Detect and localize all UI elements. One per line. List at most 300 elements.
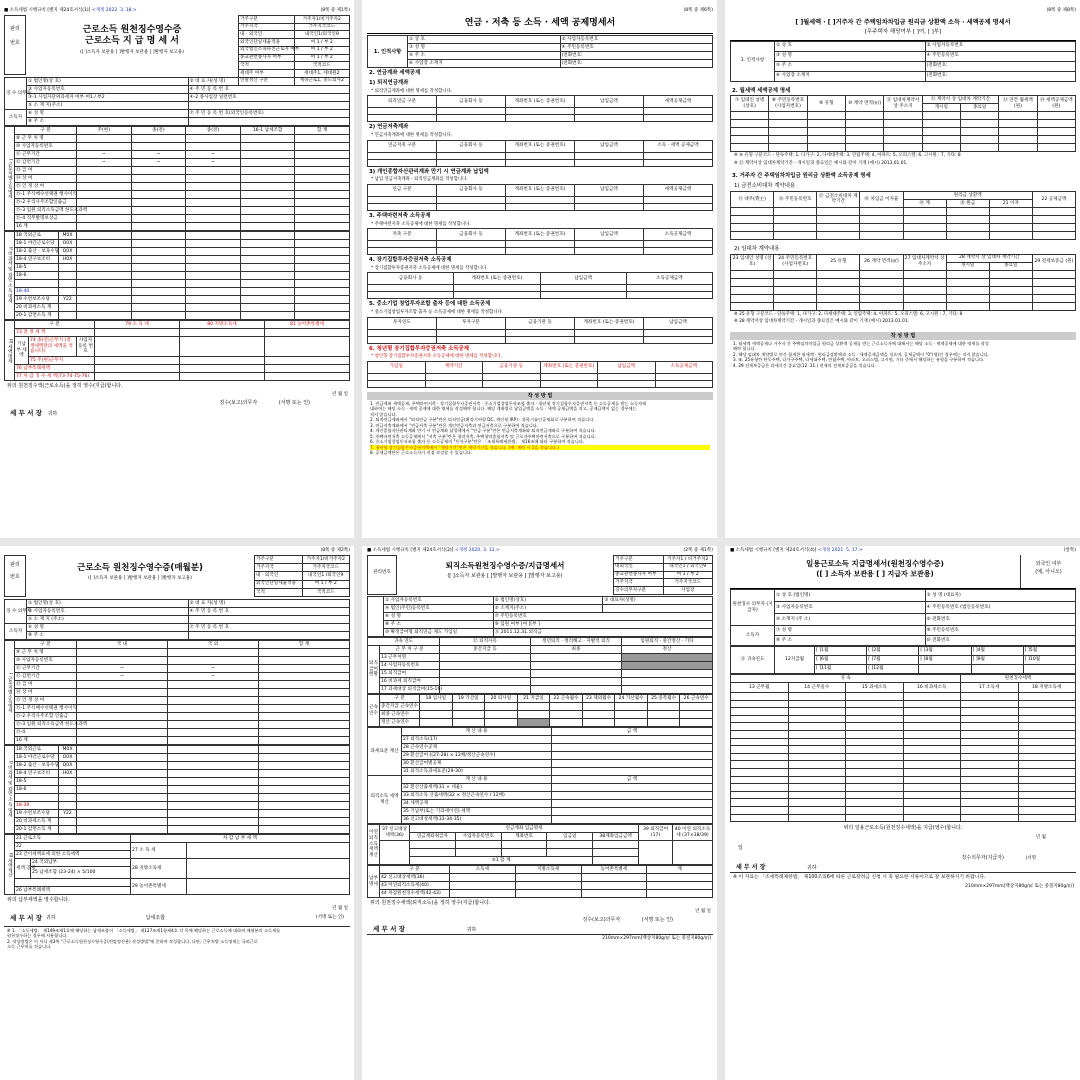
table-cell	[731, 746, 789, 754]
sign-note: (서명 또는 인)	[315, 915, 344, 921]
table-cell: 퇴직 급여 현황	[368, 646, 380, 694]
table-cell	[295, 264, 350, 272]
table-cell	[77, 248, 132, 256]
table-cell	[647, 703, 680, 711]
sign-note: (서명 또는 인)	[278, 399, 310, 406]
table-cell: 정산 근속연수	[380, 719, 420, 727]
table-cell: 18-6	[15, 272, 59, 280]
table-cell	[807, 112, 845, 120]
column-header: 정년퇴직 · 정리해고 · 자발적 퇴직	[531, 638, 622, 646]
table-cell: 16 비과세 퇴직급여	[380, 678, 440, 686]
column-header: 18 입사일	[420, 695, 453, 703]
table-cell	[259, 649, 350, 657]
table-cell	[603, 605, 713, 613]
table-cell: ⑮-3 임원 퇴직소득금액 한도초과액	[16, 721, 88, 727]
table-cell	[575, 196, 644, 203]
table-cell	[774, 286, 817, 294]
deduction-sections	[367, 68, 713, 388]
table-row	[5, 175, 350, 183]
column-header: 27 임대차계약서 상 주소지	[903, 254, 946, 270]
table-cell	[240, 151, 295, 159]
table-cell	[946, 302, 989, 310]
header-row	[368, 646, 713, 654]
table-cell: 18-1 야간근로수당	[15, 240, 59, 248]
table-row	[731, 144, 1076, 152]
table-cell: ⑥ 성 명	[27, 110, 189, 118]
table-cell	[168, 810, 259, 818]
table-cell: ⑦ 주 민 등 록 번 호	[188, 624, 350, 632]
table-cell	[961, 723, 1019, 731]
table-cell	[77, 729, 168, 737]
table-row	[5, 288, 350, 296]
table-row	[5, 729, 350, 737]
header-row	[731, 675, 1076, 683]
table-cell: ① 상 호	[408, 36, 561, 44]
table-cell	[410, 841, 456, 849]
table-cell: ⑨ 근 무 처 명	[15, 649, 77, 657]
table-cell	[77, 754, 168, 762]
table-cell: 내외국인	[614, 563, 664, 571]
table-cell	[731, 806, 789, 814]
table-cell	[817, 215, 860, 223]
header-row	[731, 683, 1076, 693]
table-cell	[575, 248, 644, 255]
table-cell	[846, 700, 904, 708]
table-cell	[259, 681, 350, 689]
table-cell	[131, 223, 186, 231]
table-cell	[485, 703, 518, 711]
table-cell	[440, 670, 531, 678]
table-cell	[575, 329, 644, 336]
table-cell: 35 기납부(또는 기과세이연) 세액	[402, 808, 552, 816]
table-cell	[903, 738, 961, 746]
table-cell	[961, 708, 1019, 716]
table-cell: 중간지급 근속연수	[381, 703, 418, 709]
table-cell: 거주자1/비거주자2	[294, 16, 350, 24]
month-checkbox: [ ]7월	[867, 656, 919, 665]
table-cell	[860, 294, 903, 302]
table-cell	[1032, 302, 1075, 310]
table-cell	[731, 761, 789, 769]
column-header: 계 산 내 용	[402, 728, 552, 736]
table-row	[731, 708, 1076, 716]
table-cell: 34 세액공제	[402, 800, 552, 808]
table-cell	[259, 770, 350, 778]
table-cell	[186, 143, 241, 151]
table-cell	[626, 285, 712, 292]
table-row	[614, 571, 713, 579]
table-cell: ⑥ 사업장 소재지	[775, 71, 926, 81]
table-cell	[15, 879, 131, 887]
instructions	[730, 340, 1076, 369]
table-cell	[999, 128, 1037, 136]
column-header: 계약기간	[425, 361, 483, 373]
table-cell	[77, 280, 132, 288]
column-header: ⑫ 계약서 상 임대차 계약기간	[922, 96, 999, 104]
table-cell: H0X	[59, 770, 77, 778]
table-cell	[131, 272, 186, 280]
table-row	[5, 632, 350, 640]
date-line: 년 월 일	[695, 909, 711, 915]
table-cell	[860, 215, 903, 223]
table-row	[368, 115, 713, 122]
table-cell	[295, 248, 350, 256]
table-cell	[540, 285, 626, 292]
column-header: 국 내	[77, 641, 168, 649]
table-cell: 22	[15, 843, 131, 851]
table-cell	[295, 199, 350, 207]
table-cell	[647, 719, 680, 727]
column-header: 구 분	[380, 695, 420, 703]
deferral-table	[367, 824, 713, 865]
table-cell: 17 과세대상 퇴직급여(15-16)	[381, 686, 443, 692]
table-row	[368, 108, 713, 115]
payer-signature	[730, 854, 1076, 863]
column-header: ⑦ 임대인 성명 (상호)	[731, 96, 769, 112]
table-cell: ⑦ 주 민 등 록 번 호(외국인등록번호)	[188, 110, 350, 118]
table-row	[731, 753, 1076, 761]
column-header: 29 전세보증금 (원)	[1032, 254, 1075, 270]
column-header: 종(전)	[131, 127, 186, 135]
table-cell	[547, 841, 593, 849]
table-cell	[575, 108, 644, 115]
table-cell	[265, 357, 350, 365]
table-cell: 종교관련종사자 여부	[614, 571, 664, 579]
table-cell	[946, 231, 989, 239]
table-cell	[131, 248, 186, 256]
side-label: 관리	[10, 26, 20, 32]
table-cell	[788, 730, 846, 738]
table-cell	[259, 818, 350, 826]
column-header: 금융회사 등	[368, 273, 454, 285]
section-note: * 납입 연금저축계좌 · 퇴직연금계좌를 작성합니다.	[371, 177, 468, 183]
table-cell	[989, 215, 1032, 223]
table-cell	[807, 120, 845, 128]
table-cell	[552, 768, 713, 776]
table-cell: ⑥ 성 명	[27, 624, 189, 632]
table-cell	[295, 280, 350, 288]
table-cell	[903, 286, 946, 294]
table-cell	[240, 264, 295, 272]
column-header: ⑯ 주민등록번호	[774, 191, 817, 207]
table-cell: 외국인단일세율적용	[239, 39, 295, 47]
table-row	[368, 203, 713, 210]
column-header: 저축 구분	[368, 229, 437, 241]
table-cell: (전화번호:	[925, 61, 1076, 71]
table-cell	[639, 841, 673, 865]
table-cell	[186, 215, 241, 223]
table-cell	[295, 223, 350, 231]
table-cell: H0X	[59, 256, 77, 264]
table-cell: (전화번호:	[925, 71, 1076, 81]
table-cell	[77, 232, 132, 240]
column-header: 원천징수세액	[961, 675, 1076, 683]
table-cell	[552, 800, 713, 808]
homeless-check: [무주택자 해당여부 [ ]여, [ ]부]	[730, 27, 1076, 41]
table-cell	[788, 768, 846, 776]
table-cell	[769, 120, 807, 128]
column-header: 19 기산일	[452, 695, 485, 703]
table-cell	[240, 167, 295, 175]
column-header: 24 가산월수	[615, 695, 648, 703]
table-row	[5, 879, 350, 887]
table-row	[239, 39, 350, 47]
table-cell: 국적	[239, 62, 295, 70]
table-row	[731, 799, 1076, 807]
table-cell	[240, 232, 295, 240]
column-header: 연금저축 구분	[368, 140, 437, 152]
table-row	[5, 657, 350, 665]
table-cell	[731, 286, 774, 294]
table-cell	[437, 159, 506, 166]
table-cell	[552, 784, 713, 792]
instruction-line: 5. 주택마련저축 소득공제에서 "저축 구분"란은 청약저축, 주택청약종합저축 및 근로자주택마련저축으로 구분하여 적습니다.	[370, 433, 597, 439]
column-header: ⑧ 주민등록번호 (사업자번호)	[769, 96, 807, 112]
table-cell	[846, 730, 904, 738]
table-cell: ③-1 사업자단위과세자 여부 여1 / 부2	[27, 94, 189, 102]
column-header: 개시일	[922, 104, 960, 112]
table-cell	[961, 730, 1019, 738]
instruction-line: 1. 연금계좌 세액공제, 주택마련저축 · 장기집합투자증권저축 · 중소기업창업투자조합 출자 · 청년형 장기집합투자증권저축 등 소득공제를 받는 소득자에	[370, 401, 647, 406]
table-cell	[846, 693, 904, 701]
table-row	[731, 776, 1076, 784]
table-cell	[15, 280, 59, 288]
table-cell: ~	[168, 673, 259, 681]
table-cell	[731, 738, 789, 746]
side-label: 관리	[10, 562, 20, 568]
table-cell	[259, 713, 350, 721]
table-cell	[552, 760, 713, 768]
column-header: 금융기관 등	[483, 361, 541, 373]
column-header: 투자연도	[368, 317, 437, 329]
section-label: 1. 인적사항	[731, 41, 775, 81]
table-cell	[807, 128, 845, 136]
office-suffix: 귀하	[807, 864, 817, 871]
table-cell	[999, 112, 1037, 120]
table-row	[614, 556, 713, 564]
table-cell: ⑤1 합 계	[410, 857, 593, 865]
table-cell	[440, 686, 531, 694]
table-cell	[903, 215, 946, 223]
table-cell	[368, 152, 437, 159]
table-cell	[77, 167, 132, 175]
table-row	[731, 700, 1076, 708]
header-row	[5, 321, 350, 329]
table-cell: 최종 근속연수	[380, 711, 420, 719]
instruction-line: 2. 해당 임대차 계약별로 연간 합계한 월세액 · 원리금상환액과 소득 · 세액공제금액을 적으며, 공제금액이 "0"(영)인 경우에는 적지 않습니다.	[733, 351, 990, 357]
table-cell	[846, 806, 904, 814]
table-cell	[77, 304, 132, 312]
table-cell	[846, 746, 904, 754]
table-cell	[593, 849, 639, 857]
table-cell	[960, 120, 998, 128]
table-cell: ④ 주민등록번호	[560, 44, 713, 52]
column-header: 구 분	[15, 641, 77, 649]
table-cell: 28 근속연수공제	[402, 744, 552, 752]
column-header: 소득공제금액	[626, 273, 712, 285]
table-cell	[77, 240, 132, 248]
table-cell	[673, 841, 713, 865]
table-cell	[731, 223, 774, 231]
table-row	[5, 191, 350, 199]
column-header: 납입금액	[575, 184, 644, 196]
header-row	[368, 866, 713, 874]
table-cell: 거주지국코드	[302, 564, 350, 572]
column-header: 16-1 납세조합	[240, 127, 295, 135]
table-cell	[846, 784, 904, 792]
column-header: ⑪ 임대차계약서 상 주소지	[884, 96, 922, 112]
table-cell	[622, 686, 713, 694]
table-cell	[59, 802, 77, 810]
table-cell	[95, 357, 180, 365]
table-cell: 세대주1, 세대원2	[294, 70, 350, 78]
column-header: 28 계약서 상 임대차 계약기간	[946, 254, 1032, 262]
table-cell	[731, 768, 789, 776]
table-cell: 국적코드	[294, 62, 350, 70]
table-cell	[259, 665, 350, 673]
table-cell	[788, 700, 846, 708]
table-row	[239, 46, 350, 54]
table-cell	[188, 632, 350, 640]
page-title: 근로소득 원천징수영수증(매월분)	[77, 563, 203, 573]
table-cell: Q0X	[59, 762, 77, 770]
period-note: ※ ⑫ 계약서상 임대차계약기간 - 개시일과 종료일은 예시와 같이 기재 (예시) 2013.01.01.	[734, 160, 908, 166]
column-header: 종료일	[989, 262, 1032, 270]
column-header: 납입금액	[540, 273, 626, 285]
table-cell	[1018, 693, 1076, 701]
table-cell: 27 소 득 세	[131, 843, 187, 859]
table-cell	[485, 719, 518, 727]
table-cell	[575, 336, 644, 343]
month-checkbox	[919, 665, 971, 674]
table-cell	[593, 841, 639, 849]
column-header: 연금계좌 입금명세	[410, 825, 639, 833]
month-checkbox: [ ]9월	[971, 656, 1023, 665]
table-cell	[186, 256, 241, 264]
table-cell: ⑥ 성 명	[384, 613, 494, 621]
tax-office: 세 무 서 장	[736, 863, 766, 871]
table-row	[5, 199, 350, 207]
table-cell: ② 법인명(상호)	[493, 597, 603, 605]
table-cell	[644, 115, 713, 122]
table-cell: ⑬ 급 여	[15, 681, 77, 689]
table-cell	[77, 256, 132, 264]
table-cell	[420, 711, 453, 719]
table-cell: 거주구분	[255, 556, 303, 564]
column-header: 21 지급일	[517, 695, 550, 703]
column-header: 계	[647, 866, 713, 874]
table-cell: ④-2 종사업장 일련번호	[188, 94, 350, 102]
table-row	[731, 231, 1076, 239]
column-header: 계좌번호 (또는 증권번호)	[506, 184, 575, 196]
table-cell	[452, 703, 485, 711]
table-cell	[77, 705, 168, 713]
table-cell	[647, 882, 713, 890]
table-cell	[240, 159, 295, 167]
table-cell	[903, 270, 946, 278]
table-cell	[517, 703, 550, 711]
section-note: * 청년형 장기집합투자증권저축 소득공제에 대한 명세를 작성합니다.	[371, 354, 502, 360]
table-cell	[731, 753, 789, 761]
table-cell	[186, 183, 241, 191]
table-row	[731, 791, 1076, 799]
table-cell	[59, 280, 77, 288]
month-checkbox: [ ]5월	[1023, 647, 1075, 656]
table-cell	[368, 115, 437, 122]
table-cell	[259, 689, 350, 697]
table-cell: ~	[131, 151, 186, 159]
table-cell: II 비과세 및 감면 소득 명세	[5, 746, 15, 834]
table-cell: ④ 주민등록번호 (법인등록번호)	[925, 602, 1076, 614]
column-header: ⑲ 계	[903, 199, 946, 207]
table-cell	[1032, 215, 1075, 223]
table-row	[731, 647, 1076, 656]
month-checkbox: [ ]11월	[815, 665, 867, 674]
table-cell: 18-2 출산 · 보육수당	[16, 762, 59, 768]
table-cell	[455, 849, 501, 857]
table-row	[5, 608, 350, 616]
table-cell	[1032, 294, 1075, 302]
table-cell	[922, 136, 960, 144]
table-cell	[961, 761, 1019, 769]
table-row	[239, 54, 350, 62]
header-row	[731, 254, 1076, 262]
instruction-line: 2. 퇴직연금계좌에서 "퇴직연금 구분"란은 퇴직연금(확정기여형 DC, 개인형 IRP) · 과학기술인공제회로 구분하여 적습니다.	[370, 417, 595, 423]
table-cell: 29 농어촌특별세	[131, 879, 187, 895]
table-cell: ⑮-1 주식매수선택권 행사이익	[16, 191, 77, 197]
side-label: 번호	[10, 40, 20, 47]
table-row	[255, 564, 350, 572]
table-cell	[999, 120, 1037, 128]
table-cell	[575, 115, 644, 122]
column-header: 연금 구분	[368, 184, 437, 196]
table-cell	[1018, 730, 1076, 738]
instruction-line: 1. 월세액 세액공제나 거주자 간 주택임차차입금 원리금 상환액 공제를 받는 근로소득자에 대해서는 해당 소득 · 세액공제에 대한 명세를 작성	[733, 340, 989, 346]
instruction-line: 원천징수하는 경우에 사용합니다.	[7, 933, 68, 939]
table-cell	[644, 336, 713, 343]
form-number: ■ 소득세법 시행규칙 [별지 제24호서식(4)]	[730, 548, 817, 553]
table-cell	[989, 302, 1032, 310]
table-cell	[680, 711, 713, 719]
column-header: 퇴직연금 구분	[368, 96, 437, 108]
table-row	[368, 890, 713, 898]
table-cell: 27 퇴직소득(17)	[402, 736, 552, 744]
table-cell: 18 국외근로	[15, 232, 59, 240]
table-row	[368, 711, 713, 719]
table-cell	[240, 135, 295, 143]
table-cell	[186, 223, 241, 231]
table-cell	[77, 296, 132, 304]
table-cell	[131, 135, 186, 143]
table-cell	[731, 128, 769, 136]
table-row	[731, 278, 1076, 286]
page-subtitle: ([ ]소득자 보관용 [ ]발행자 보관용 [ ]발행자 보고용)	[447, 573, 563, 580]
instruction-line: 대하여는 해당 소득 · 세액 공제에 대한 명세를 작성해야 합니다. 해당 계좌별로 납입금액을 소득 · 세액 공제금액을 적고, 공제금액이 없는 경우에는	[370, 406, 637, 412]
table-cell: ⑤ 주 소	[408, 52, 561, 60]
instructions	[4, 926, 350, 951]
table-cell: 40 이연 퇴직소득세 (37×38/39)	[673, 825, 713, 841]
payment-table	[367, 865, 713, 898]
table-cell	[845, 112, 883, 120]
table-cell	[168, 689, 259, 697]
payer-table	[367, 596, 713, 637]
table-row	[5, 159, 350, 167]
date-line: 년 월 일	[332, 906, 348, 912]
column-header: 납입금액	[575, 140, 644, 152]
table-cell	[550, 703, 583, 711]
table-cell	[1032, 231, 1075, 239]
table-cell	[180, 373, 265, 381]
